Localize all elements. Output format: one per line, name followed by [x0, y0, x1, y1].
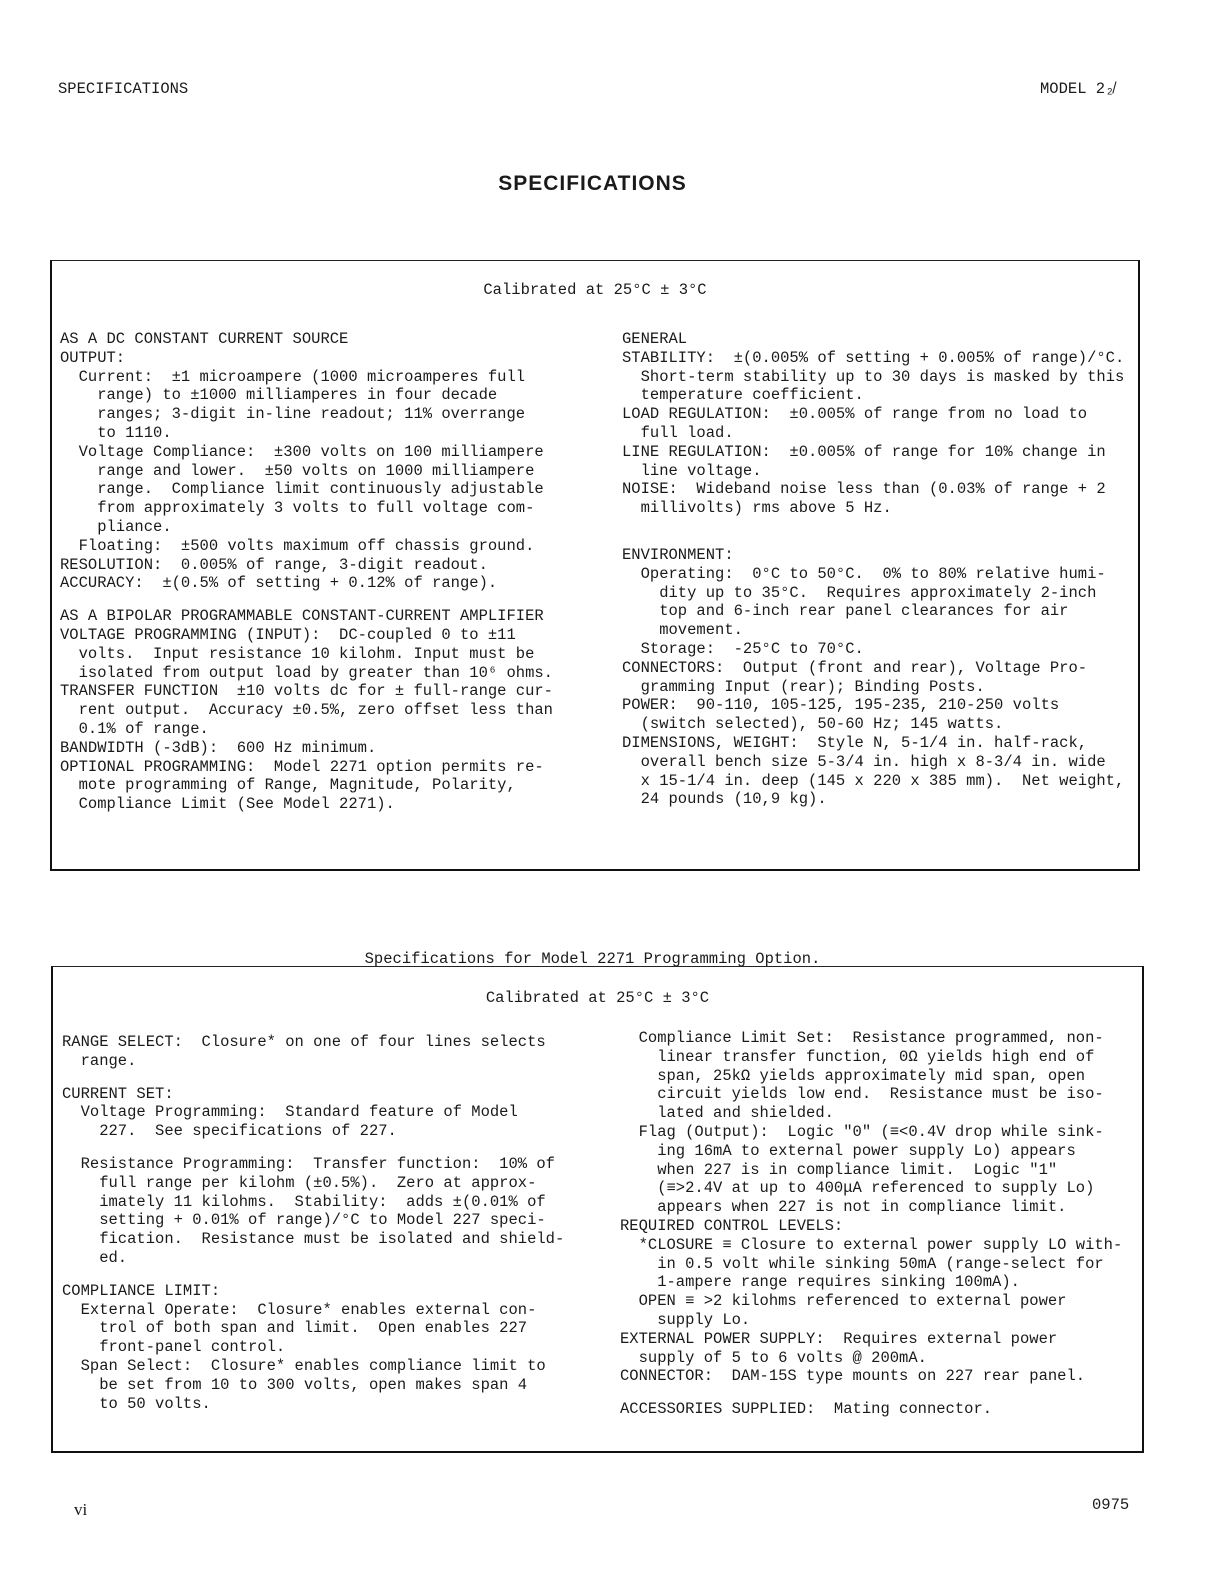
spec-line: Span Select: Closure* enables compliance limit to — [62, 1356, 546, 1375]
paragraph-gap — [622, 518, 1136, 532]
spec-line: EXTERNAL POWER SUPPLY: Requires external power — [620, 1329, 1058, 1348]
spec-line: 24 pounds (10,9 kg). — [622, 790, 827, 809]
spec-line: POWER: 90-110, 105-125, 195-235, 210-250 volts — [622, 696, 1060, 715]
spec-line: in 0.5 volt while sinking 50mA (range-select for — [620, 1254, 1104, 1273]
spec-line: be set from 10 to 300 volts, open makes span 4 — [62, 1375, 528, 1394]
spec-line: ENVIRONMENT: — [622, 545, 734, 564]
spec-line: Floating: ±500 volts maximum off chassis ground. — [60, 536, 535, 555]
spec-line: AS A DC CONSTANT CURRENT SOURCE — [60, 330, 349, 348]
spec-line: Current: ±1 microampere (1000 microamperes full — [60, 367, 526, 386]
specifications-box — [50, 260, 1140, 871]
spec-line: fication. Resistance must be isolated and shield- — [62, 1230, 565, 1249]
paragraph-gap — [620, 1386, 1140, 1400]
spec-line: supply of 5 to 6 volts @ 200mA. — [620, 1348, 927, 1367]
spec-line: full load. — [622, 423, 734, 442]
spec-left-column — [60, 330, 615, 814]
spec-line: COMPLIANCE LIMIT: — [62, 1281, 221, 1300]
spec-line: Resistance Programming: Transfer function: 10% of — [62, 1154, 555, 1173]
document-date-code: 0975 — [1092, 1496, 1130, 1514]
spec-line: isolated from output load by greater than 10⁶ ohms. — [60, 663, 553, 682]
spec-line: mote programming of Range, Magnitude, Polarity, — [60, 776, 516, 795]
programming-option-box — [51, 966, 1144, 1453]
spec-line: DIMENSIONS, WEIGHT: Style N, 5-1/4 in. half-rack, — [622, 733, 1088, 752]
spec-line: 1-ampere range requires sinking 100mA). — [620, 1273, 1020, 1292]
spec-line: External Operate: Closure* enables external con- — [62, 1300, 537, 1319]
calibration-note: Calibrated at 25°C ± 3°C — [485, 989, 710, 1007]
spec-line: CONNECTOR: DAM-15S type mounts on 227 rear panel. — [620, 1367, 1086, 1386]
spec-line: OPEN ≡ >2 kilohms referenced to external power — [620, 1292, 1067, 1311]
spec-line: RESOLUTION: 0.005% of range, 3-digit readout. — [60, 555, 488, 574]
spec-line: REQUIRED CONTROL LEVELS: — [620, 1216, 844, 1235]
spec-line: TRANSFER FUNCTION ±10 volts dc for ± full-range cur- — [60, 682, 553, 701]
spec-line: overall bench size 5-3/4 in. high x 8-3/4 in. wide — [622, 752, 1106, 771]
spec-line: (switch selected), 50-60 Hz; 145 watts. — [622, 715, 1004, 734]
running-header-left: SPECIFICATIONS — [58, 80, 189, 98]
spec-line: range. — [62, 1051, 137, 1070]
page-number: vi — [74, 1500, 88, 1519]
spec-line: gramming Input (rear); Binding Posts. — [622, 677, 985, 696]
paragraph-gap — [62, 1268, 602, 1282]
spec-line: OPTIONAL PROGRAMMING: Model 2271 option permits re- — [60, 757, 544, 776]
spec-line: VOLTAGE PROGRAMMING (INPUT): DC-coupled 0 to ±11 — [60, 625, 516, 644]
option-caption: Specifications for Model 2271 Programming Option. — [364, 950, 821, 968]
paragraph-gap — [60, 593, 615, 607]
spec-line: movement. — [622, 621, 743, 640]
spec-line: appears when 227 is not in compliance limit. — [620, 1198, 1067, 1217]
spec-line: lated and shielded. — [620, 1104, 834, 1123]
spec-line: LOAD REGULATION: ±0.005% of range from no load to — [622, 405, 1088, 424]
spec-line: volts. Input resistance 10 kilohm. Input must be — [60, 644, 535, 663]
spec-line: x 15-1/4 in. deep (145 x 220 x 385 mm). Net weight, — [622, 771, 1125, 790]
spec-line: setting + 0.01% of range)/°C to Model 227 speci- — [62, 1211, 546, 1230]
spec-line: range and lower. ±50 volts on 1000 milliampere — [60, 461, 535, 480]
spec-line: ing 16mA to external power supply Lo) appears — [620, 1141, 1076, 1160]
page-title: SPECIFICATIONS — [498, 172, 687, 195]
spec-line: BANDWIDTH (-3dB): 600 Hz minimum. — [60, 738, 377, 757]
paragraph-gap — [622, 532, 1136, 546]
spec-line: temperature coefficient. — [622, 386, 864, 405]
spec-line: when 227 is in compliance limit. Logic "1" — [620, 1160, 1058, 1179]
calibration-note: Calibrated at 25°C ± 3°C — [483, 281, 707, 299]
option-right-column — [620, 1029, 1140, 1419]
spec-line: to 1110. — [60, 423, 172, 442]
spec-line: dity up to 35°C. Requires approximately 2-inch — [622, 583, 1097, 602]
spec-line: line voltage. — [622, 461, 762, 480]
spec-line: CONNECTORS: Output (front and rear), Voltage Pro- — [622, 658, 1088, 677]
spec-line: 0.1% of range. — [60, 719, 209, 738]
spec-line: CURRENT SET: — [62, 1084, 174, 1103]
spec-line: Voltage Compliance: ±300 volts on 100 milliampere — [60, 442, 544, 461]
spec-line: Compliance Limit (See Model 2271). — [60, 795, 395, 814]
running-header-model: MODEL 2₂̸ — [1040, 80, 1115, 98]
spec-line: from approximately 3 volts to full voltage com- — [60, 499, 535, 518]
spec-line: pliance. — [60, 517, 172, 536]
option-left-column — [62, 1033, 602, 1413]
spec-line: RANGE SELECT: Closure* on one of four lines selects — [62, 1033, 546, 1051]
spec-line: imately 11 kilohms. Stability: adds ±(0.01% of — [62, 1192, 546, 1211]
spec-line: (≡>2.4V at up to 400μA referenced to supply Lo) — [620, 1179, 1095, 1198]
spec-line: to 50 volts. — [62, 1394, 211, 1413]
spec-line: full range per kilohm (±0.5%). Zero at approx- — [62, 1173, 537, 1192]
spec-line: trol of both span and limit. Open enables 227 — [62, 1319, 528, 1338]
spec-line: range. Compliance limit continuously adjustable — [60, 480, 544, 499]
spec-line: ranges; 3-digit in-line readout; 11% overrange — [60, 405, 526, 424]
spec-line: span, 25kΩ yields approximately mid span, open — [620, 1066, 1086, 1085]
spec-line: Flag (Output): Logic "0" (≡<0.4V drop while sink- — [620, 1122, 1104, 1141]
spec-line: ACCURACY: ±(0.5% of setting + 0.12% of range). — [60, 574, 498, 593]
spec-line: NOISE: Wideband noise less than (0.03% of range + 2 — [622, 480, 1106, 499]
spec-line: *CLOSURE ≡ Closure to external power supply LO with- — [620, 1235, 1123, 1254]
spec-line: millivolts) rms above 5 Hz. — [622, 499, 892, 518]
paragraph-gap — [62, 1071, 602, 1085]
spec-line: GENERAL — [622, 330, 688, 348]
spec-line: ACCESSORIES SUPPLIED: Mating connector. — [620, 1400, 993, 1419]
spec-line: STABILITY: ±(0.005% of setting + 0.005% of range)/°C. — [622, 348, 1125, 367]
spec-line: rent output. Accuracy ±0.5%, zero offset less than — [60, 701, 553, 720]
spec-line: range) to ±1000 milliamperes in four decade — [60, 386, 498, 405]
spec-line: Voltage Programming: Standard feature of Model — [62, 1103, 518, 1122]
spec-line: ed. — [62, 1248, 128, 1267]
spec-line: Compliance Limit Set: Resistance programmed, non- — [620, 1029, 1104, 1047]
spec-line: front-panel control. — [62, 1338, 286, 1357]
spec-line: circuit yields low end. Resistance must be iso- — [620, 1085, 1104, 1104]
spec-line: OUTPUT: — [60, 348, 126, 367]
spec-line: top and 6-inch rear panel clearances for air — [622, 602, 1069, 621]
paragraph-gap — [62, 1141, 602, 1155]
spec-line: AS A BIPOLAR PROGRAMMABLE CONSTANT-CURRENT AMPLIFIER — [60, 607, 544, 626]
spec-line: linear transfer function, 0Ω yields high end of — [620, 1047, 1095, 1066]
spec-line: 227. See specifications of 227. — [62, 1122, 397, 1141]
spec-line: Operating: 0°C to 50°C. 0% to 80% relative humi- — [622, 564, 1106, 583]
spec-line: supply Lo. — [620, 1310, 751, 1329]
spec-line: Storage: -25°C to 70°C. — [622, 639, 864, 658]
spec-line: Short-term stability up to 30 days is masked by this — [622, 367, 1125, 386]
spec-right-column — [622, 330, 1136, 809]
spec-line: LINE REGULATION: ±0.005% of range for 10% change in — [622, 442, 1106, 461]
